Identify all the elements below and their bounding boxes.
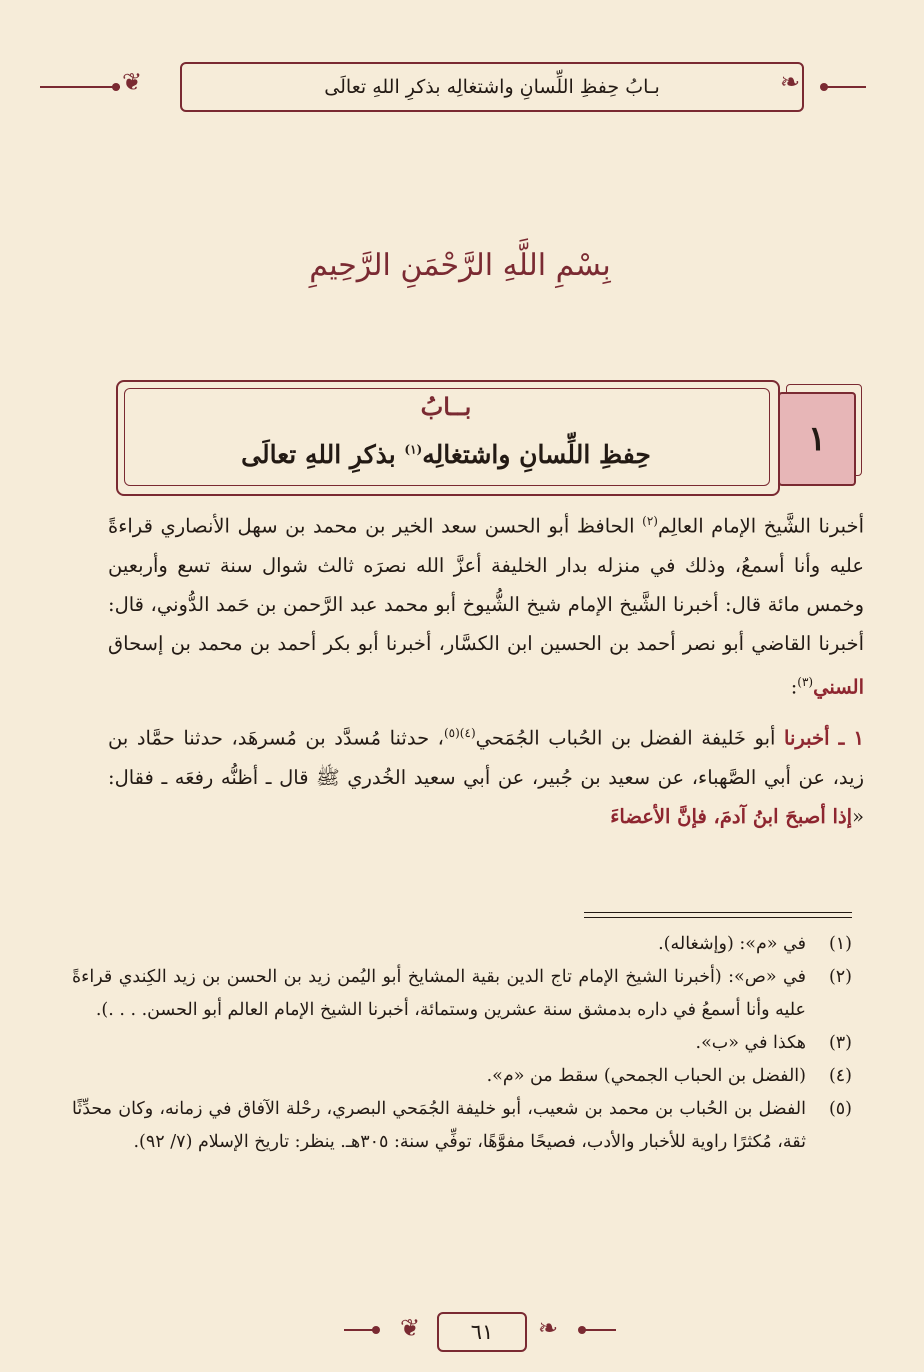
footer-ornament-left: ❦ — [400, 1314, 421, 1342]
footnote-text: الفضل بن الحُباب بن محمد بن شعيب، أبو خليفة الجُمَحي البصري، رحْلة الآفاق في زمانه، وكان محدِّثًا ثقة، مُكثرًا راوية للأخبار والأدب، فصيحًا مفوَّهًا، توفِّي سنة: ٣٠٥هـ. ينظر: تاريخ الإسلام (٧/ ٩٢). — [72, 1099, 806, 1152]
footnote-number: (٤) — [828, 1066, 852, 1086]
hadith-text-2: ، حدثنا مُسدَّد بن مُسرهَد، حدثنا حمَّاد بن زيد، عن أبي الصَّهباء، عن سعيد بن جُبير، عن أبي سعيد الخُدري ﷺ قال ـ أظنُّه رفعَه ـ فقال: « — [108, 726, 864, 828]
footer-dot-left — [372, 1326, 380, 1334]
running-header — [180, 62, 804, 112]
footnote-ref-4-5: (٤)(٥) — [443, 726, 476, 740]
footnote-rule — [584, 912, 852, 913]
chapter-title-note: (١) — [404, 442, 423, 457]
footnote-ref-3: (٣) — [797, 674, 814, 689]
chapter-title — [124, 440, 768, 469]
footnote-text: (الفضل بن الحباب الجمحي) سقط من «م». — [486, 1066, 806, 1086]
header-rule-left — [40, 86, 120, 88]
chapter-number-box — [778, 392, 856, 486]
isnad-colon: : — [790, 675, 798, 698]
isnad-paragraph — [108, 502, 864, 706]
footnote-rule-2 — [584, 917, 852, 918]
footnote — [72, 928, 852, 961]
page-number-box — [437, 1312, 527, 1352]
hadith-paragraph — [108, 714, 864, 836]
hadith-number: ١ ـ أخبرنا — [784, 726, 865, 750]
header-rule-right — [826, 86, 866, 88]
chapter-number: ١ — [807, 419, 827, 459]
hadith-text-1: أبو خَليفة الفضل بن الحُباب الجُمَحي — [475, 726, 785, 750]
footnote-ref-2: (٢) — [642, 514, 658, 528]
header-ornament-right: ❧ — [780, 68, 801, 96]
header-ornament-left: ❦ — [122, 68, 143, 96]
footnotes — [72, 928, 852, 1159]
footnote-text: هكذا في «ب». — [695, 1033, 806, 1053]
footnote — [72, 1093, 852, 1159]
hadith-quote: إذا أصبحَ ابنُ آدمَ، فإنَّ الأعضاءَ — [610, 804, 853, 828]
running-header-title: بـابُ حِفظِ اللِّسانِ واشتغالِه بذكرِ اللهِ تعالَى — [324, 76, 660, 98]
isnad-text-1: أخبرنا الشَّيخ الإمام العالِم — [657, 514, 865, 538]
footnote — [72, 1027, 852, 1060]
chapter-title-part1: حِفظِ اللِّسانِ واشتغالِه — [422, 440, 651, 469]
footnote — [72, 961, 852, 1027]
main-text — [108, 502, 864, 836]
footer-rule-right — [584, 1329, 616, 1331]
footnote-number: (١) — [828, 934, 852, 954]
footnote-number: (٣) — [828, 1033, 852, 1053]
footnote-text: في «م»: (وإشغاله). — [658, 934, 806, 954]
chapter-title-part2: بذكرِ اللهِ تعالَى — [241, 440, 405, 469]
footnote — [72, 1060, 852, 1093]
chapter-kicker: بــابُ — [420, 392, 472, 421]
footer-ornament-right: ❧ — [538, 1314, 559, 1342]
header-dot-left — [112, 83, 120, 91]
footnote-number: (٢) — [828, 967, 852, 987]
footnote-text: في «ص»: (أخبرنا الشيخ الإمام تاج الدين بقية المشايخ أبو اليُمن زيد بن الحسن بن زيد الكِندي قراءةً عليه وأنا أسمعُ في داره بدمشق سنة عشرين وستمائة، أخبرنا الشيخ الإمام العالم أبو الحسن. . . .). — [72, 967, 806, 1020]
page-number: ٦١ — [470, 1320, 494, 1344]
isnad-text-2: الحافظ أبو الحسن سعد الخير بن محمد بن سهل الأنصاري قراءةً عليه وأنا أسمعُ، وذلك في منزله بدار الخليفة أعزَّ الله نصرَه ثالث شوال سنة تسع وأربعين وخمس مائة قال: أخبرنا الشَّيخ الإمام شيخ الشُّيوخ أبو محمد عبد الرَّحمن بن حَمد الدُّوني، قال: أخبرنا القاضي أبو نصر أحمد بن الحسين ابن الكسَّار، أخبرنا أبو بكر أحمد بن محمد بن إسحاق — [108, 514, 864, 655]
footnote-number: (٥) — [828, 1099, 852, 1119]
basmala: بِسْمِ اللَّهِ الرَّحْمَنِ الرَّحِيمِ — [309, 248, 611, 283]
sunni-name: السني — [813, 675, 864, 698]
